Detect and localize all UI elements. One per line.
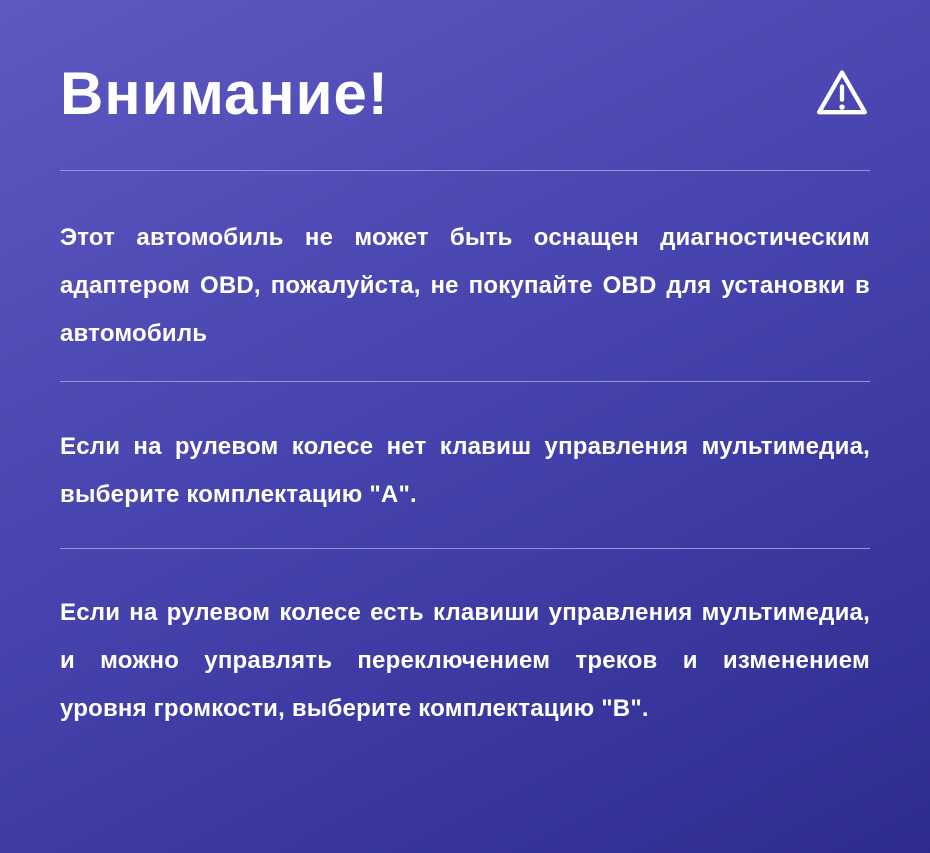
banner-header: [60, 58, 870, 130]
warning-paragraph: [60, 423, 870, 519]
warning-paragraph: [60, 214, 870, 358]
page-title: Внимание!: [60, 60, 389, 127]
warning-triangle-icon: [814, 66, 870, 122]
paragraph-line: Если на рулевом колесе есть клавиши управления мультимедиа,: [60, 599, 870, 626]
paragraph-line: адаптером OBD, пожалуйста, не покупайте OBD для установки в: [60, 272, 870, 299]
paragraph-line: автомобиль: [60, 320, 208, 347]
warning-paragraph: [60, 589, 870, 733]
paragraph-line: Этот автомобиль не может быть оснащен диагностическим: [60, 224, 870, 251]
paragraph-line: уровня громкости, выберите комплектацию "В".: [60, 695, 649, 722]
divider: [60, 381, 870, 382]
divider: [60, 170, 870, 171]
paragraph-line: выберите комплектацию "А".: [60, 481, 417, 508]
warning-banner: [0, 58, 930, 733]
paragraph-line: и можно управлять переключением треков и изменением: [60, 647, 870, 674]
divider: [60, 548, 870, 549]
paragraph-line: Если на рулевом колесе нет клавиш управления мультимедиа,: [60, 433, 870, 460]
